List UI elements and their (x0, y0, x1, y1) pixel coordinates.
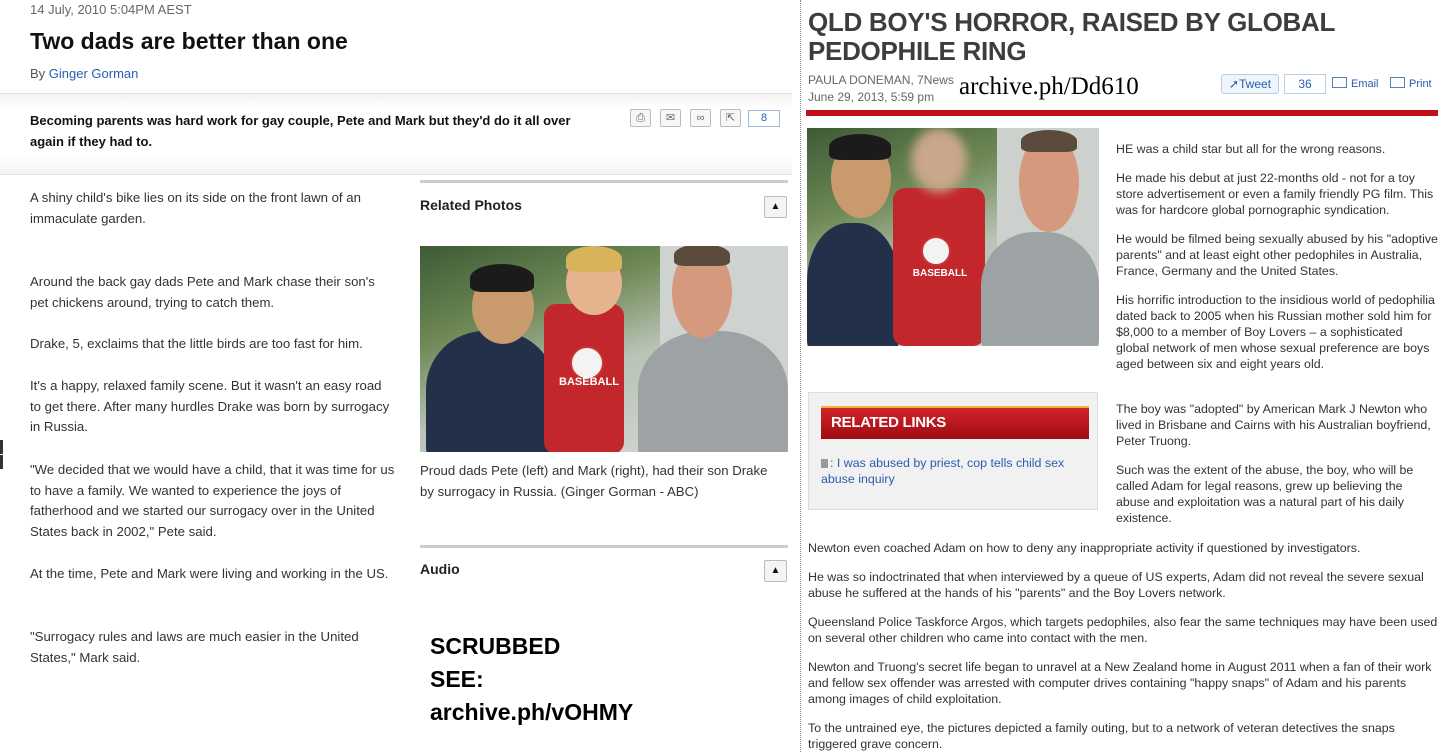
tweet-label: Tweet (1239, 77, 1272, 91)
paragraph: At the time, Pete and Mark were living and working in the US. (30, 566, 389, 581)
standfirst: Becoming parents was hard work for gay couple, Pete and Mark but they'd do it all over again if they had to. (30, 113, 571, 149)
scrubbed-line: SEE: (430, 666, 484, 692)
photo-caption: Proud dads Pete (left) and Mark (right), had their son Drake by surrogacy in Russia. (Ginger Gorman - ABC) (420, 463, 768, 499)
collapse-icon[interactable]: ▲ (764, 196, 787, 218)
section-rule (420, 180, 788, 183)
byline-prefix: By (30, 66, 49, 81)
paragraph: A shiny child's bike lies on its side on the front lawn of an immaculate garden. (30, 190, 361, 226)
print-label: Print (1409, 78, 1432, 90)
shirt-text: BASEBALL (559, 376, 619, 388)
twitter-icon: ➚ (1228, 77, 1240, 91)
paragraph: To the untrained eye, the pictures depicted a family outing, but to a network of veteran detectives the snaps triggered grave concern. (808, 721, 1395, 751)
collapse-icon[interactable]: ▲ (764, 560, 787, 582)
paragraph: He made his debut at just 22-months old - not for a toy store advertisement or even a family friendly PG film. This was for hardcore global pornographic syndication. (1116, 171, 1434, 217)
audio-heading: Audio (420, 561, 460, 577)
paragraph: HE was a child star but all for the wrong reasons. (1116, 142, 1386, 156)
printer-icon (1390, 77, 1405, 88)
bullet-icon (821, 459, 828, 468)
accent-bar (806, 110, 1438, 116)
share-icon[interactable]: ⇱ (720, 109, 741, 127)
tweet-count: 36 (1284, 74, 1326, 94)
paragraph: Such was the extent of the abuse, the boy, who will be called Adam for legal reasons, grew up believing the abuse and exploitation was a natural part of his daily existence. (1116, 463, 1414, 525)
paragraph: Newton and Truong's secret life began to unravel at a New Zealand home in August 2011 when a fan of their work and fellow sex offender was arrested with computer drives containing "happy snaps" of Adam and his parents among images of child exploitation. (808, 660, 1432, 706)
link-icon[interactable]: ∞ (690, 109, 711, 127)
paragraph: He was so indoctrinated that when interviewed by a queue of US experts, Adam did not reveal the severe sexual abuse he suffered at the hands of his "parents" and the Boy Lovers network. (808, 570, 1424, 600)
scrubbed-link: archive.ph/vOHMY (430, 699, 634, 725)
section-rule (420, 545, 788, 548)
family-photo (807, 128, 1099, 346)
paragraph: He would be filmed being sexually abused by his "adoptive parents" and at least eight other pedophiles in Australia, France, Germany and the United States. (1116, 232, 1438, 278)
author: PAULA DONEMAN, 7News (808, 73, 954, 87)
scrubbed-note (430, 630, 633, 729)
email-icon[interactable]: ✉ (660, 109, 681, 127)
edge-marker (0, 455, 3, 469)
article-date: June 29, 2013, 5:59 pm (808, 90, 935, 104)
related-photos-heading: Related Photos (420, 197, 522, 213)
article-date: 14 July, 2010 5:04PM AEST (30, 2, 192, 17)
paragraph: Queensland Police Taskforce Argos, which targets pedophiles, also fear the same techniques may have been used on several other children who came into contact with the men. (808, 615, 1438, 645)
print-icon[interactable]: ⎙ (630, 109, 651, 127)
article-title: Two dads are better than one (30, 28, 348, 54)
edge-marker (0, 440, 3, 454)
shirt-text: BASEBALL (912, 268, 968, 279)
article-title: QLD BOY'S HORROR, RAISED BY GLOBAL PEDOPHILE RING (808, 7, 1335, 66)
paragraph: The boy was "adopted" by American Mark J Newton who lived in Brisbane and Cairns with his Australian boyfriend, Peter Truong. (1116, 402, 1431, 448)
scrubbed-line: SCRUBBED (430, 633, 561, 659)
column-divider (800, 0, 801, 752)
related-links-box (808, 392, 1098, 510)
paragraph: Newton even coached Adam on how to deny any inappropriate activity if questioned by investigators. (808, 541, 1361, 555)
email-label: Email (1351, 78, 1379, 90)
right-article (806, 0, 1446, 752)
link-prefix: : (830, 456, 837, 470)
related-links-title: RELATED LINKS (831, 414, 946, 431)
envelope-icon (1332, 77, 1347, 88)
family-photo (420, 246, 788, 452)
email-button[interactable] (1332, 77, 1379, 90)
related-link-item (821, 455, 1091, 487)
author-link[interactable]: Ginger Gorman (48, 66, 139, 81)
print-button[interactable] (1390, 77, 1432, 90)
archive-label: archive.ph/Dd610 (959, 73, 1139, 100)
related-link[interactable]: I was abused by priest, cop tells child sex abuse inquiry (821, 456, 1065, 486)
related-links-header (821, 406, 1089, 439)
paragraph: Drake, 5, exclaims that the little birds are too fast for him. (30, 336, 363, 351)
paragraph: It's a happy, relaxed family scene. But it wasn't an easy road to get there. After many hurdles Drake was born by surrogacy in Russia. (30, 378, 390, 434)
tweet-button[interactable] (1221, 74, 1279, 94)
share-count: 8 (748, 110, 780, 127)
paragraph: His horrific introduction to the insidious world of pedophilia dated back to 2005 when his Russian mother sold him for $8,000 to a member of Boy Lovers – a sophisticated global network of men whose sexual preference are boys aged between six and eight years old. (1116, 293, 1435, 371)
paragraph: Around the back gay dads Pete and Mark chase their son's pet chickens around, trying to catch them. (30, 274, 375, 310)
paragraph: "Surrogacy rules and laws are much easier in the United States," Mark said. (30, 629, 359, 665)
byline (30, 66, 138, 81)
paragraph: "We decided that we would have a child, that it was time for us to have a family. We wanted to experience the joys of fatherhood and we started our surrogacy over in the United States back in 2002," Pete said. (30, 462, 395, 539)
